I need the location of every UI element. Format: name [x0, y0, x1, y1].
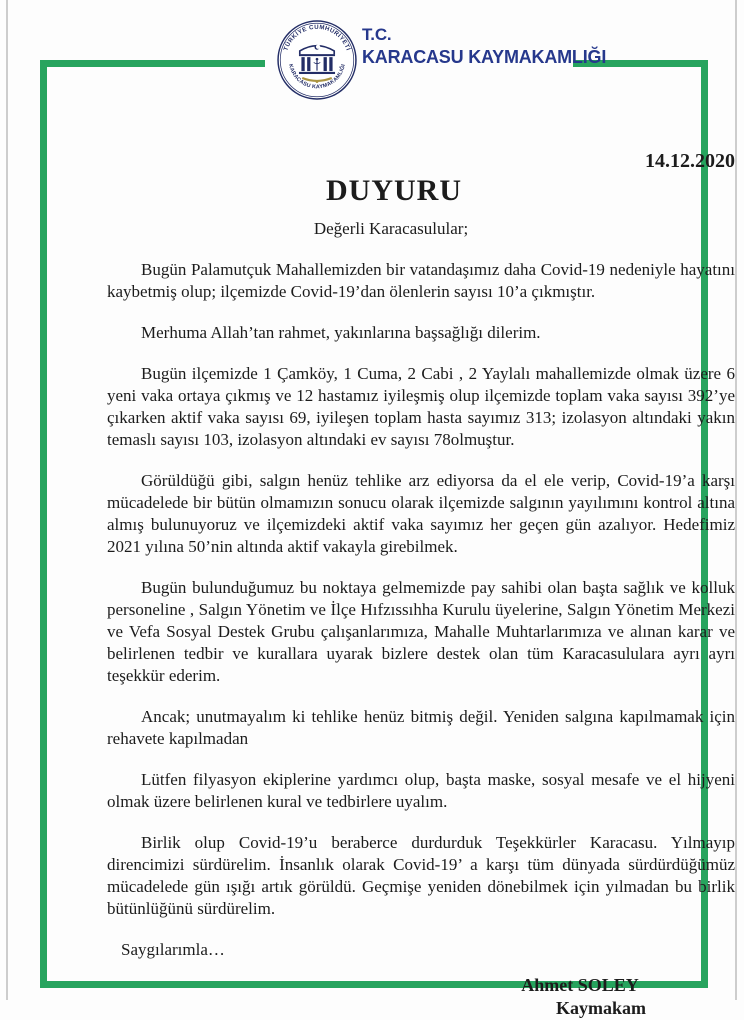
- document-date: 14.12.2020: [645, 150, 735, 172]
- body-paragraph: Birlik olup Covid-19’u beraberce durdurduk Teşekkürler Karacasu. Yılmayıp direncimizi sürdürelim. İnsanlık olarak Covid-19’ a karşı tüm dünyada sürdürdüğümüz mücadelede gün ışığı artık görüldü. Geçmişe yeniden dönebilmek için yılmadan bu birlik bütünlüğünü sürdürelim.: [107, 833, 735, 918]
- signature-name: Ahmet SOLEY: [521, 975, 639, 995]
- body-paragraph: Bugün Palamutçuk Mahallemizden bir vatandaşımız daha Covid-19 nedeniyle hayatını kaybetmiş olup; ilçemizde Covid-19’dan ölenlerin sayısı 10’a çıkmıştır.: [107, 260, 735, 301]
- state-seal-icon: [276, 19, 358, 101]
- letterhead-tc: T.C.: [362, 25, 392, 44]
- letterhead-text: [362, 24, 606, 68]
- document-title: DUYURU: [326, 174, 462, 207]
- body-paragraph: Lütfen filyasyon ekiplerine yardımcı olup, başta maske, sosyal mesafe ve el hijyeni olmak üzere belirlenen kural ve tedbirlere uyalım.: [107, 770, 735, 811]
- closing-regards: Saygılarımla…: [121, 940, 225, 959]
- letterhead-office: KARACASU KAYMAKAMLIĞI: [362, 47, 607, 67]
- body-paragraph: Ancak; unutmayalım ki tehlike henüz bitmiş değil. Yeniden salgına kapılmamak için rehavete kapılmadan: [107, 707, 735, 748]
- body-paragraph: Bugün ilçemizde 1 Çamköy, 1 Cuma, 2 Cabi , 2 Yaylalı mahallemizde olmak üzere 6 yeni vaka ortaya çıkmış ve 12 hastamız iyileşmiş olup ilçemizde toplam vaka sayısı 392’ye çıkarken aktif vaka sayısı 69, iyileşen toplam hasta sayımız 313; izolasyon altındaki yakın temaslı sayısı 103, izolasyon altındaki ev sayısı 78olmuştur.: [107, 364, 735, 449]
- letter-body: [107, 259, 735, 920]
- seal-top-text: TÜRKİYE CUMHURİYETİ: [283, 24, 351, 52]
- body-paragraph: Bugün bulunduğumuz bu noktaya gelmemizde pay sahibi olan başta sağlık ve kolluk personeline , Salgın Yönetim ve İlçe Hıfzıssıhha Kurulu üyelerine, Salgın Yönetim Merkezi ve Vefa Sosyal Destek Grubu çalışanlarımıza, Mahalle Muhtarlarımıza ve alınan karar ve belirlenen tedbir ve kurallara uyarak bizlere destek olan tüm Karacasululara ayrı ayrı teşekkür ederim.: [107, 578, 735, 685]
- page-edge-left-line: [6, 0, 8, 1000]
- letter-content: [94, 134, 744, 1020]
- signature-block: [465, 974, 695, 1020]
- signature-title: Kaymakam: [556, 998, 646, 1018]
- seal-bottom-text: KARACASU KAYMAKAMLIĞI: [287, 63, 347, 91]
- body-paragraph: Merhuma Allah’tan rahmet, yakınlarına başsağlığı dilerim.: [141, 323, 541, 342]
- body-paragraph: Görüldüğü gibi, salgın henüz tehlike arz ediyorsa da el ele verip, Covid-19’a karşı mücadelede bir bütün olmamızın sonucu olarak ilçemizde salgının yayılımını kontrol altına almış bulunuyoruz ve ilçemizdeki aktif vaka sayımız her geçen gün azalıyor. Hedefimiz 2021 yılına 50’nin altında aktif vakayla girebilmek.: [107, 471, 735, 556]
- green-border-frame: [40, 60, 735, 1018]
- salutation: Değerli Karacasulular;: [313, 219, 469, 238]
